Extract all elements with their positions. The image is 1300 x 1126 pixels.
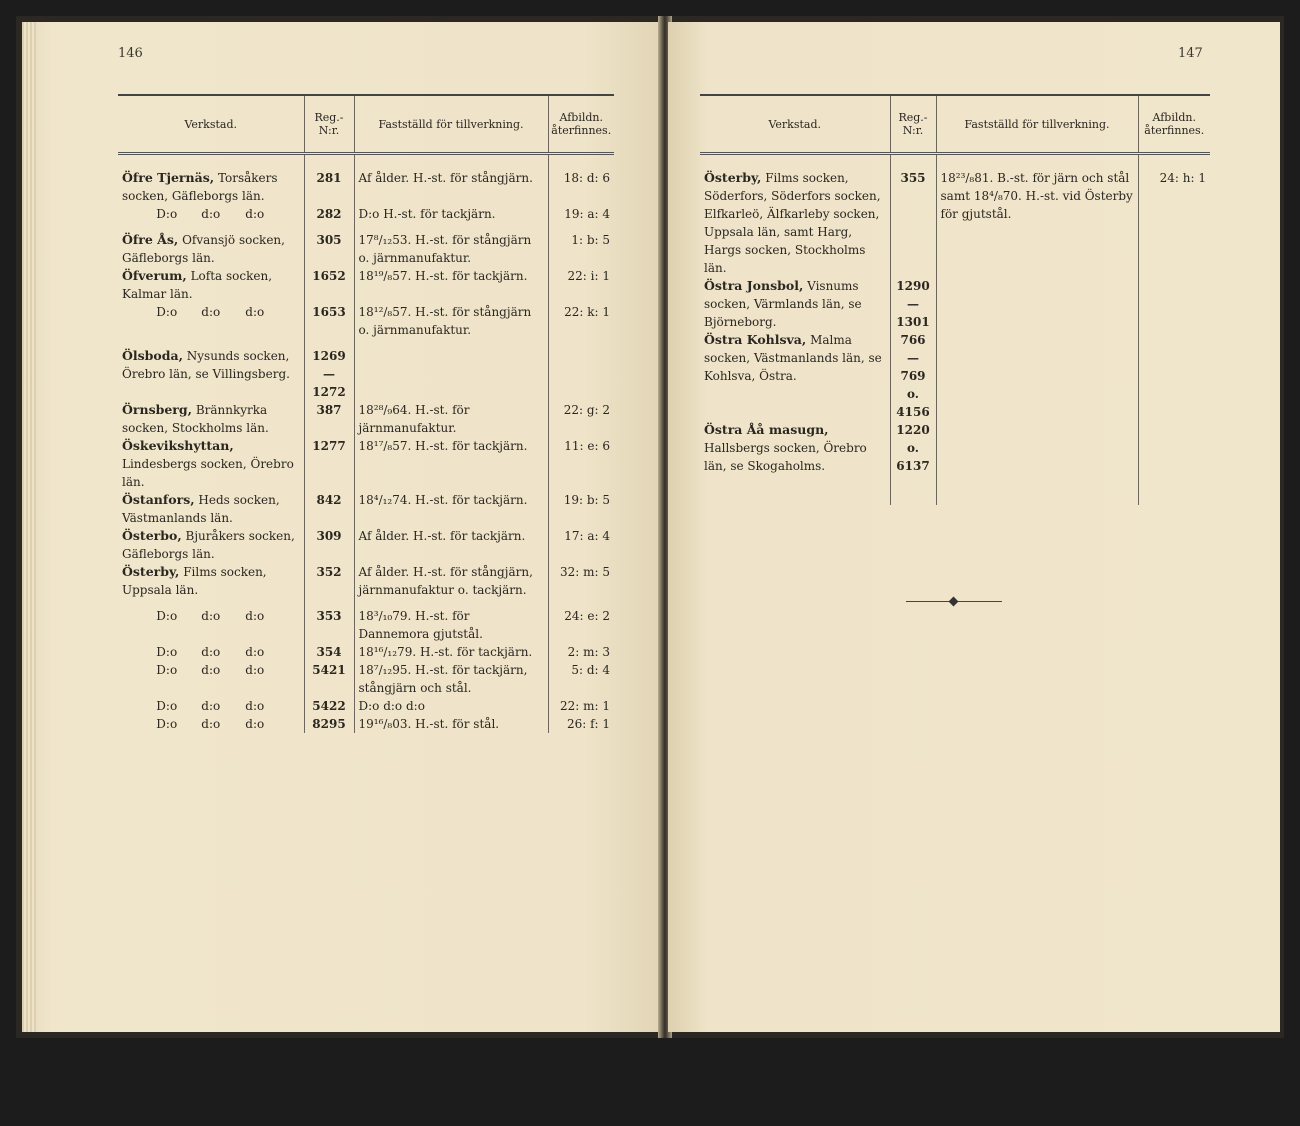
table-row bbox=[118, 267, 614, 303]
table-row bbox=[118, 527, 614, 563]
afbildn-ref bbox=[548, 347, 614, 401]
ditto-mark: d:o bbox=[201, 717, 221, 731]
ditto-cell bbox=[118, 607, 304, 643]
works-location: Hallsbergs socken, Örebro län, se Skogaholms. bbox=[704, 441, 867, 473]
ditto-mark: D:o bbox=[156, 717, 178, 731]
page-edges bbox=[22, 22, 36, 1032]
afbildn-ref: 19: b: 5 bbox=[548, 491, 614, 527]
table-row bbox=[118, 303, 614, 339]
reg-number: 282 bbox=[304, 205, 354, 223]
table-row bbox=[118, 697, 614, 715]
verkstad-cell bbox=[700, 331, 890, 421]
faststalld-text: 18¹⁹/₈57. H.-st. för tackjärn. bbox=[354, 267, 548, 303]
faststalld-text: D:o d:o d:o bbox=[354, 697, 548, 715]
table-row bbox=[118, 205, 614, 223]
ditto-mark: D:o bbox=[156, 699, 178, 713]
afbildn-ref bbox=[1138, 331, 1210, 421]
works-location: Brännkyrka socken, Stockholms län. bbox=[122, 403, 269, 435]
works-name: Östra Åå masugn, bbox=[704, 422, 829, 437]
reg-number: 1269— 1272 bbox=[304, 347, 354, 401]
faststalld-text: 18²³/₈81. B.-st. för järn och stål samt 18⁴/₈70. H.-st. vid Österby för gjutstål. bbox=[936, 169, 1138, 277]
ditto-mark: d:o bbox=[245, 699, 265, 713]
works-name: Öfverum, bbox=[122, 268, 187, 283]
table-row bbox=[118, 715, 614, 733]
table-row bbox=[118, 401, 614, 437]
ditto-mark: d:o bbox=[245, 663, 265, 677]
ditto-mark: d:o bbox=[245, 717, 265, 731]
works-location: Lofta socken, Kalmar län. bbox=[122, 269, 273, 301]
reg-number: 1290— 1301 bbox=[890, 277, 936, 331]
ditto-mark: d:o bbox=[245, 207, 265, 221]
ditto-mark: d:o bbox=[201, 609, 221, 623]
faststalld-text: 18⁷/₁₂95. H.-st. för tackjärn, stångjärn och stål. bbox=[354, 661, 548, 697]
reg-number: 1653 bbox=[304, 303, 354, 339]
faststalld-text: 19¹⁶/₈03. H.-st. för stål. bbox=[354, 715, 548, 733]
reg-number: 1277 bbox=[304, 437, 354, 491]
reg-number: 842 bbox=[304, 491, 354, 527]
verkstad-cell bbox=[700, 169, 890, 277]
faststalld-text: 17⁸/₁₂53. H.-st. för stångjärn o. järnmanufaktur. bbox=[354, 231, 548, 267]
reg-number: 5422 bbox=[304, 697, 354, 715]
ditto-cell bbox=[118, 715, 304, 733]
ditto-cell bbox=[118, 303, 304, 339]
reg-number: 766— 769 o. 4156 bbox=[890, 331, 936, 421]
faststalld-text bbox=[354, 347, 548, 401]
afbildn-ref bbox=[1138, 277, 1210, 331]
header-faststalld: Fastställd för tillverkning. bbox=[936, 95, 1138, 154]
works-location: Malma socken, Västmanlands län, se Kohlsva, Östra. bbox=[704, 333, 882, 383]
works-name: Ölsboda, bbox=[122, 348, 183, 363]
table-row bbox=[118, 169, 614, 205]
reg-number: 5421 bbox=[304, 661, 354, 697]
faststalld-text: 18¹²/₈57. H.-st. för stångjärn o. järnmanufaktur. bbox=[354, 303, 548, 339]
reg-number: 305 bbox=[304, 231, 354, 267]
ornament-divider bbox=[906, 600, 1002, 604]
works-name: Örnsberg, bbox=[122, 402, 192, 417]
works-name: Östra Jonsbol, bbox=[704, 278, 804, 293]
works-name: Östanfors, bbox=[122, 492, 195, 507]
afbildn-ref: 1: b: 5 bbox=[548, 231, 614, 267]
afbildn-ref: 22: i: 1 bbox=[548, 267, 614, 303]
table-row bbox=[118, 643, 614, 661]
verkstad-cell bbox=[118, 563, 304, 599]
table-row bbox=[118, 437, 614, 491]
works-location: Films socken, Söderfors, Söderfors socken, Elfkarleö, Älfkarleby socken, Uppsala län, samt Harg, Hargs socken, Stockholms län. bbox=[704, 171, 881, 275]
afbildn-ref bbox=[1138, 421, 1210, 475]
table-row bbox=[118, 491, 614, 527]
ditto-mark: D:o bbox=[156, 645, 178, 659]
works-location: Torsåkers socken, Gäfleborgs län. bbox=[122, 171, 278, 203]
ditto-mark: d:o bbox=[201, 305, 221, 319]
header-verkstad: Verkstad. bbox=[700, 95, 890, 154]
works-location: Bjuråkers socken, Gäfleborgs län. bbox=[122, 529, 295, 561]
reg-number: 353 bbox=[304, 607, 354, 643]
table-header-row bbox=[700, 95, 1210, 154]
works-location: Ofvansjö socken, Gäfleborgs län. bbox=[122, 233, 285, 265]
table-row bbox=[700, 421, 1210, 475]
reg-number: 1220 o. 6137 bbox=[890, 421, 936, 475]
afbildn-ref: 24: h: 1 bbox=[1138, 169, 1210, 277]
header-reg: Reg.- N:r. bbox=[890, 95, 936, 154]
table-row bbox=[118, 347, 614, 401]
ditto-cell bbox=[118, 661, 304, 697]
verkstad-cell bbox=[118, 267, 304, 303]
works-name: Öfre Tjernäs, bbox=[122, 170, 215, 185]
reg-number: 352 bbox=[304, 563, 354, 599]
header-verkstad: Verkstad. bbox=[118, 95, 304, 154]
ditto-cell bbox=[118, 205, 304, 223]
ditto-mark: D:o bbox=[156, 609, 178, 623]
ditto-cell bbox=[118, 643, 304, 661]
table-row bbox=[700, 331, 1210, 421]
faststalld-text: Af ålder. H.-st. för stångjärn. bbox=[354, 169, 548, 205]
faststalld-text: 18⁴/₁₂74. H.-st. för tackjärn. bbox=[354, 491, 548, 527]
faststalld-text: Af ålder. H.-st. för tackjärn. bbox=[354, 527, 548, 563]
afbildn-ref: 17: a: 4 bbox=[548, 527, 614, 563]
ditto-mark: d:o bbox=[245, 609, 265, 623]
verkstad-cell bbox=[118, 437, 304, 491]
reg-number: 281 bbox=[304, 169, 354, 205]
works-name: Öfre Ås, bbox=[122, 232, 179, 247]
ditto-mark: D:o bbox=[156, 207, 178, 221]
verkstad-cell bbox=[118, 527, 304, 563]
works-name: Östra Kohlsva, bbox=[704, 332, 807, 347]
works-location: Nysunds socken, Örebro län, se Villingsberg. bbox=[122, 349, 290, 381]
faststalld-text: 18¹⁶/₁₂79. H.-st. för tackjärn. bbox=[354, 643, 548, 661]
afbildn-ref: 18: d: 6 bbox=[548, 169, 614, 205]
faststalld-text: 18²⁸/₉64. H.-st. för järnmanufaktur. bbox=[354, 401, 548, 437]
faststalld-text bbox=[936, 331, 1138, 421]
faststalld-text: 18³/₁₀79. H.-st. för Dannemora gjutstål. bbox=[354, 607, 548, 643]
right-page-number: 147 bbox=[1178, 46, 1203, 61]
header-faststalld: Fastställd för tillverkning. bbox=[354, 95, 548, 154]
works-name: Österby, bbox=[122, 564, 180, 579]
ditto-mark: D:o bbox=[156, 663, 178, 677]
table-row bbox=[118, 607, 614, 643]
works-location: Visnums socken, Värmlands län, se Björneborg. bbox=[704, 279, 862, 329]
right-register-table bbox=[700, 94, 1210, 505]
left-page-number: 146 bbox=[118, 46, 143, 61]
afbildn-ref: 32: m: 5 bbox=[548, 563, 614, 599]
works-name: Öskevikshyttan, bbox=[122, 438, 234, 453]
works-name: Österby, bbox=[704, 170, 762, 185]
header-reg: Reg.- N:r. bbox=[304, 95, 354, 154]
table-row bbox=[118, 231, 614, 267]
faststalld-text: D:o H.-st. för tackjärn. bbox=[354, 205, 548, 223]
verkstad-cell bbox=[118, 169, 304, 205]
afbildn-ref: 24: e: 2 bbox=[548, 607, 614, 643]
ditto-cell bbox=[118, 697, 304, 715]
afbildn-ref: 22: m: 1 bbox=[548, 697, 614, 715]
faststalld-text: Af ålder. H.-st. för stångjärn, järnmanufaktur o. tackjärn. bbox=[354, 563, 548, 599]
table-row bbox=[118, 661, 614, 697]
left-register-table bbox=[118, 94, 614, 733]
afbildn-ref: 2: m: 3 bbox=[548, 643, 614, 661]
afbildn-ref: 22: k: 1 bbox=[548, 303, 614, 339]
table-header-row bbox=[118, 95, 614, 154]
works-location: Heds socken, Västmanlands län. bbox=[122, 493, 280, 525]
verkstad-cell bbox=[700, 421, 890, 475]
header-afbildn: Afbildn. återfinnes. bbox=[1138, 95, 1210, 154]
afbildn-ref: 22: g: 2 bbox=[548, 401, 614, 437]
afbildn-ref: 5: d: 4 bbox=[548, 661, 614, 697]
verkstad-cell bbox=[118, 491, 304, 527]
afbildn-ref: 19: a: 4 bbox=[548, 205, 614, 223]
verkstad-cell bbox=[118, 347, 304, 401]
afbildn-ref: 11: e: 6 bbox=[548, 437, 614, 491]
table-row bbox=[700, 277, 1210, 331]
ditto-mark: d:o bbox=[201, 699, 221, 713]
afbildn-ref: 26: f: 1 bbox=[548, 715, 614, 733]
reg-number: 8295 bbox=[304, 715, 354, 733]
verkstad-cell bbox=[118, 401, 304, 437]
reg-number: 387 bbox=[304, 401, 354, 437]
ditto-mark: d:o bbox=[245, 305, 265, 319]
ditto-mark: D:o bbox=[156, 305, 178, 319]
works-location: Lindesbergs socken, Örebro län. bbox=[122, 457, 294, 489]
reg-number: 355 bbox=[890, 169, 936, 277]
works-location: Films socken, Uppsala län. bbox=[122, 565, 267, 597]
reg-number: 309 bbox=[304, 527, 354, 563]
table-row bbox=[118, 563, 614, 599]
table-row bbox=[700, 169, 1210, 277]
faststalld-text bbox=[936, 277, 1138, 331]
verkstad-cell bbox=[700, 277, 890, 331]
ditto-mark: d:o bbox=[201, 645, 221, 659]
header-afbildn: Afbildn. återfinnes. bbox=[548, 95, 614, 154]
works-name: Österbo, bbox=[122, 528, 182, 543]
ditto-mark: d:o bbox=[201, 207, 221, 221]
faststalld-text bbox=[936, 421, 1138, 475]
verkstad-cell bbox=[118, 231, 304, 267]
faststalld-text: 18¹⁷/₈57. H.-st. för tackjärn. bbox=[354, 437, 548, 491]
reg-number: 1652 bbox=[304, 267, 354, 303]
reg-number: 354 bbox=[304, 643, 354, 661]
ditto-mark: d:o bbox=[245, 645, 265, 659]
ditto-mark: d:o bbox=[201, 663, 221, 677]
